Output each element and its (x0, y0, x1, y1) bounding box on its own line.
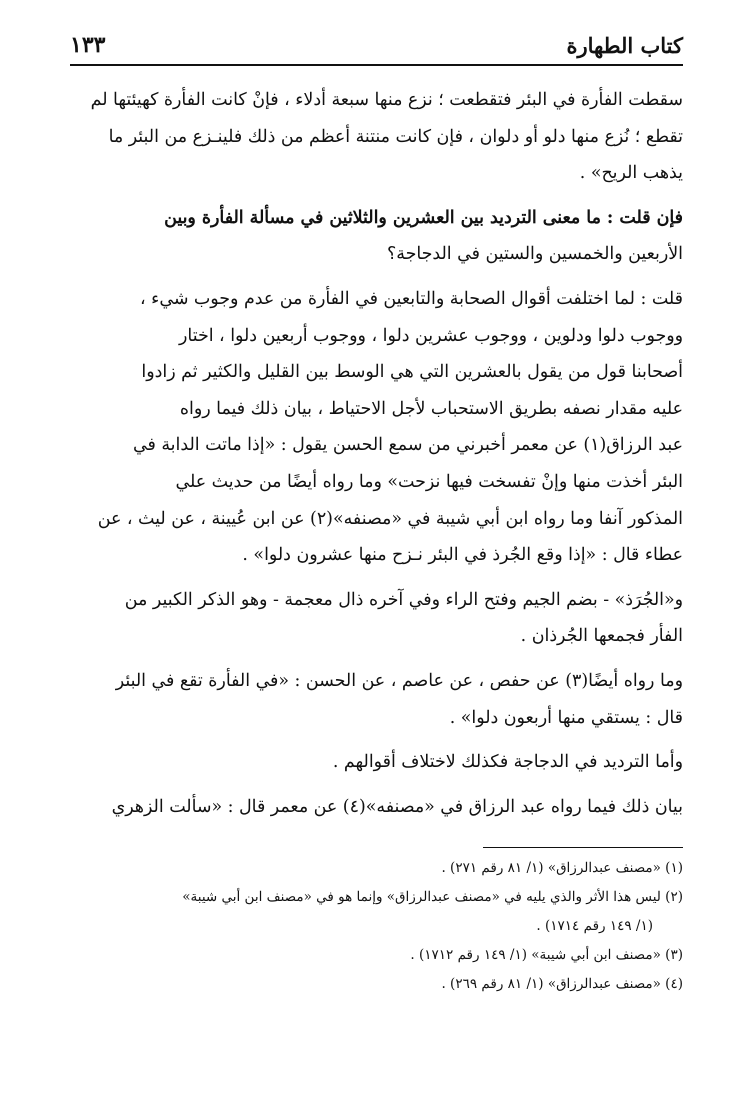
footnote: (٤) «مصنف عبدالرزاق» (١/ ٨١ رقم ٢٦٩) . (441, 976, 683, 993)
main-text (70, 82, 683, 825)
text-line: الفأر فجمعها الجُرذان . (520, 626, 683, 647)
text-line: وما رواه أيضًا(٣) عن حفص ، عن عاصم ، عن الحسن : «في الفأرة تقع في البئر (115, 670, 683, 691)
footnote: (٢) ليس هذا الأثر والذي يليه في «مصنف عبدالرزاق» وإنما هو في «مصنف ابن أبي شيبة» (182, 889, 683, 906)
footnote: (٣) «مصنف ابن أبي شيبة» (١/ ١٤٩ رقم ١٧١٢) . (410, 947, 683, 964)
footnote-divider (483, 847, 683, 848)
text-line: الأربعين والخمسين والستين في الدجاجة؟ (387, 244, 683, 265)
text-line: عبد الرزاق(١) عن معمر أخبرني من سمع الحسن يقول : «إذا ماتت الدابة في (132, 435, 683, 456)
text-line: و«الجُرَذ» - بضم الجيم وفتح الراء وفي آخره ذال معجمة - وهو الذكر الكبير من (124, 589, 683, 610)
footnote-continuation: (١/ ١٤٩ رقم ١٧١٤) . (536, 918, 653, 935)
text-line: المذكور آنفا وما رواه ابن أبي شيبة في «مصنفه»(٢) عن ابن عُيينة ، عن ليث ، عن (97, 508, 683, 529)
page-number: ١٣٣ (70, 32, 106, 58)
text-line: قال : يستقي منها أربعون دلوا» . (449, 707, 683, 728)
book-page (70, 28, 683, 999)
text-line: قلت : لما اختلفت أقوال الصحابة والتابعين في الفأرة من عدم وجوب شيء ، (140, 288, 683, 309)
text-line: البئر أخذت منها وإنْ تفسخت فيها نزحت» وما رواه أيضًا من حديث علي (175, 471, 683, 492)
text-line: بيان ذلك فيما رواه عبد الرزاق في «مصنفه»(٤) عن معمر قال : «سألت الزهري (111, 796, 683, 817)
text-line: عطاء قال : «إذا وقع الجُرذ في البئر نـزح منها عشرون دلوا» . (242, 545, 683, 566)
text-line: تقطع ؛ نُزع منها دلو أو دلوان ، فإن كانت منتنة أعظم من ذلك فلينـزع من البئر ما (108, 126, 683, 147)
text-line: وأما الترديد في الدجاجة فكذلك لاختلاف أقوالهم . (332, 752, 683, 773)
chapter-title: كتاب الطهارة (566, 33, 683, 58)
text-line: يذهب الريح» . (579, 163, 683, 184)
text-line: سقطت الفأرة في البئر فتقطعت ؛ نزع منها سبعة أدلاء ، فإنْ كانت الفأرة كهيئتها لم (90, 90, 683, 110)
text-line: فإن قلت : ما معنى الترديد بين العشرين والثلاثين في مسألة الفأرة وبين (164, 207, 683, 228)
running-header (70, 28, 683, 66)
text-line: عليه مقدار نصفه بطريق الاستحباب لأجل الاحتياط ، بيان ذلك فيما رواه (179, 398, 683, 419)
text-line: ووجوب دلوا ودلوين ، ووجوب عشرين دلوا ، ووجوب أربعين دلوا ، اختار (179, 325, 683, 346)
footnotes (70, 854, 683, 999)
footnote: (١) «مصنف عبدالرزاق» (١/ ٨١ رقم ٢٧١) . (441, 860, 683, 877)
text-line: أصحابنا قول من يقول بالعشرين التي هي الوسط بين القليل والكثير ثم زادوا (141, 362, 683, 383)
